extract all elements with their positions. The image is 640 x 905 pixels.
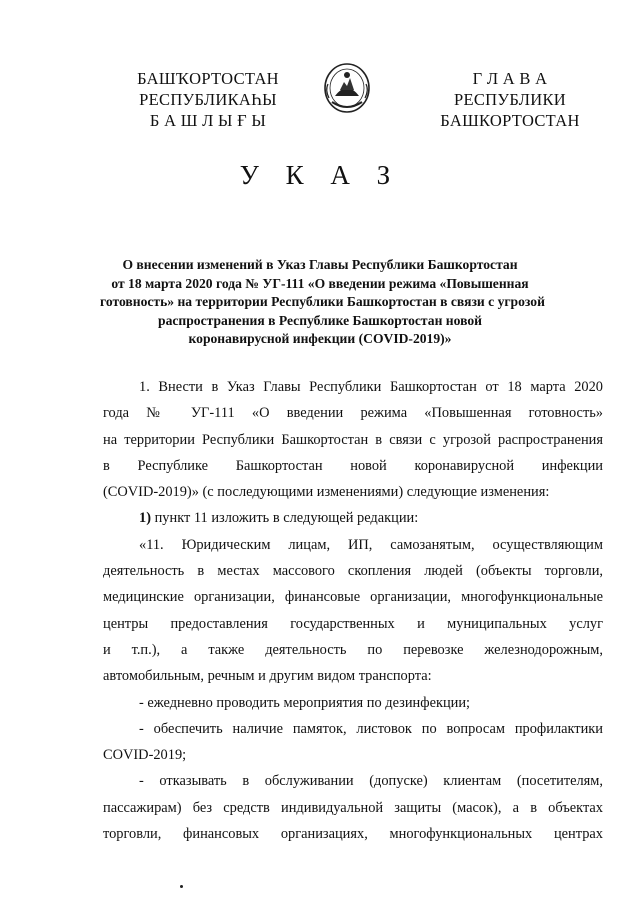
document-title: У К А З <box>239 160 401 190</box>
item-text: пункт 11 изложить в следующей редакции: <box>151 510 419 527</box>
decree-subject <box>100 256 545 349</box>
subject-line: от 18 марта 2020 года № УГ-111 «О введении режима «Повышенная <box>111 275 529 291</box>
document-header <box>0 60 640 140</box>
subject-line: распространения в Республике Башкортостан новой <box>158 312 482 328</box>
subject-line: О внесении изменений в Указ Главы Республики Башкортостан <box>122 257 518 272</box>
subject-line: коронавирусной инфекции (COVID-2019)» <box>188 331 452 346</box>
paragraph-6 <box>103 768 603 847</box>
body-line: - отказывать в обслуживании (допуске) клиентам (посетителям, <box>139 773 603 790</box>
header-right-line: Г Л А В А <box>472 69 548 88</box>
document-body <box>103 374 603 847</box>
body-line: центры предоставления государственных и муниципальных услуг <box>103 615 603 632</box>
header-russian-title <box>420 68 600 131</box>
body-line: 1. Внести в Указ Главы Республики Башкортостан от 18 марта 2020 <box>139 379 603 395</box>
body-line: деятельность в местах массового скопления людей (объекты торговли, <box>103 563 603 580</box>
paragraph-2 <box>103 505 603 531</box>
subject-line: готовность» на территории Республики Башкортостан в связи с угрозой <box>100 294 545 309</box>
body-line: автомобильным, речным и другим видом транспорта: <box>103 668 432 685</box>
body-line: - обеспечить наличие памяток, листовок по вопросам профилактики <box>139 720 603 737</box>
header-left-line: Б А Ш Л Ы Ғ Ы <box>149 111 267 130</box>
paragraph-4 <box>103 690 603 716</box>
body-line: - ежедневно проводить мероприятия по дезинфекции; <box>139 694 471 711</box>
header-bashkir-title <box>118 68 298 131</box>
body-line: (COVID-2019)» (с последующими изменениями) следующие изменения: <box>103 484 550 501</box>
body-line <box>103 505 603 531</box>
body-line: года № УГ-111 «О введении режима «Повышенная готовность» <box>103 405 603 422</box>
header-left-line: БАШҠОРТОСТАН <box>137 69 279 88</box>
body-line: «11. Юридическим лицам, ИП, самозанятым, осуществляющим <box>139 536 603 553</box>
paragraph-3 <box>103 532 603 690</box>
paragraph-1 <box>103 374 603 505</box>
body-line: и т.п.), а также деятельность по перевозке железнодорожным, <box>103 641 603 658</box>
paragraph-5 <box>103 716 603 769</box>
coat-of-arms-icon <box>322 60 372 120</box>
header-left-line: РЕСПУБЛИКАҺЫ <box>139 90 277 109</box>
item-number: 1) <box>139 510 151 527</box>
body-line: торговли, финансовых организациях, многофункциональных центрах <box>103 826 603 843</box>
scan-speck <box>180 885 183 888</box>
body-line: медицинские организации, финансовые организации, многофункциональные <box>103 589 603 606</box>
body-line: на территории Республики Башкортостан в связи с угрозой распространения <box>103 431 603 448</box>
header-right-line: РЕСПУБЛИКИ <box>454 90 566 109</box>
body-line: пассажирам) без средств индивидуальной защиты (масок), а в объектах <box>103 799 603 816</box>
body-line: COVID-2019; <box>103 747 187 764</box>
header-right-line: БАШКОРТОСТАН <box>440 111 580 130</box>
body-line: в Республике Башкортостан новой коронавирусной инфекции <box>103 457 603 474</box>
